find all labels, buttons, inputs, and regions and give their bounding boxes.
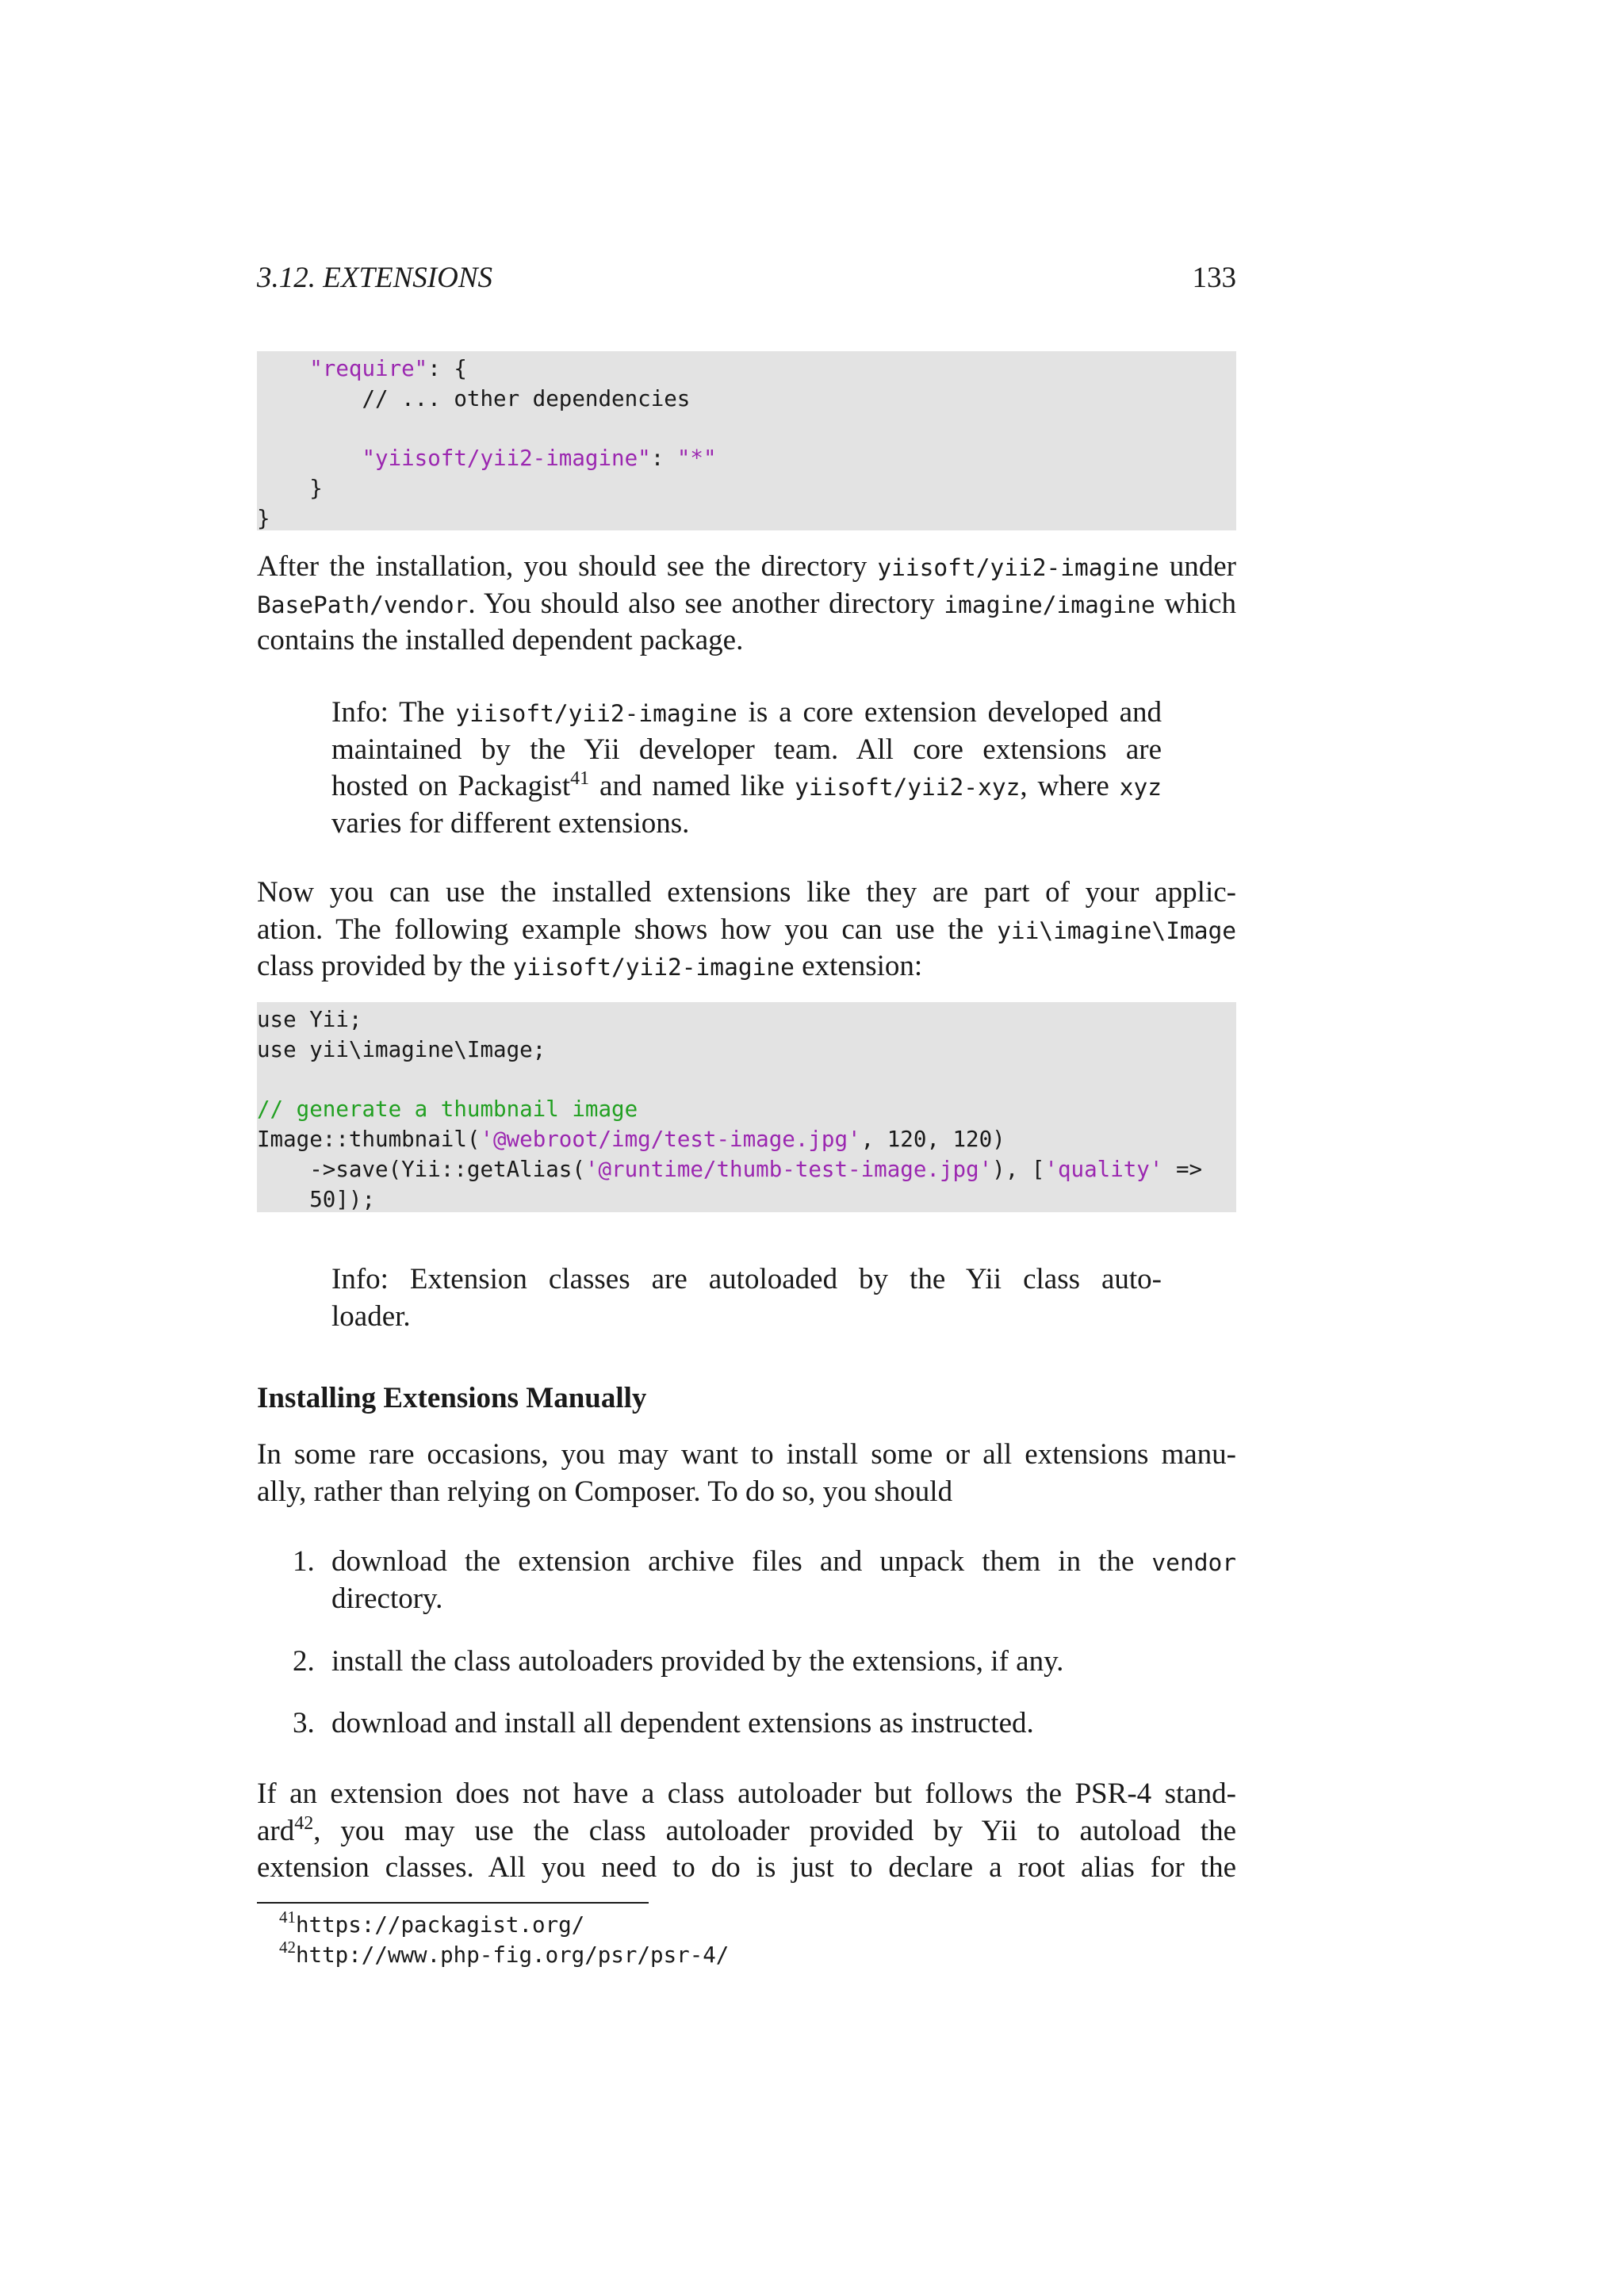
footnote-link[interactable]: http://www.php-fig.org/psr/psr-4/ [296, 1942, 730, 1968]
code-line [257, 415, 1236, 445]
code-line: "yiisoft/yii2-imagine": "*" [362, 446, 717, 472]
list-item: download the extension archive files and unpack them in the vendor directory. [331, 1545, 1236, 1615]
code-line: use Yii; [257, 1007, 362, 1032]
code-line [257, 1066, 1236, 1096]
list-item: install the class autoloaders provided by the extensions, if any. [331, 1645, 1064, 1678]
list-item-number: 3. [293, 1707, 315, 1739]
page-number: 133 [1192, 262, 1236, 294]
paragraph-psr4: If an extension does not have a class autoloader but follows the PSR-4 stand- ard$^{42}$, you may use the class autoloader provided by Yii to autoload the extension classes. All you need to do is just to declare a root alias for the [257, 1777, 1236, 1884]
code-line: use yii\imagine\Image; [257, 1036, 546, 1062]
list-item-number: 1. [293, 1545, 315, 1578]
code-block-thumbnail [257, 1002, 1236, 1212]
footnote-ref-42: 42 [294, 1812, 314, 1834]
code-comment: // generate a thumbnail image [257, 1096, 638, 1123]
list-item-number: 2. [293, 1645, 315, 1678]
footnote-ref-41: 41 [570, 768, 590, 789]
footnote-42: $^{42}$http://www.php-fig.org/psr/psr-4/ [279, 1938, 730, 1968]
code-block-composer [257, 351, 1236, 530]
section-heading: Installing Extensions Manually [257, 1382, 647, 1414]
footnote-link[interactable]: https://packagist.org/ [296, 1912, 585, 1938]
code-line: } [309, 476, 323, 502]
paragraph-usage: Now you can use the installed extensions like they are part of your applic- ation. The following example shows how you can use the yii\imagine\Image class provided by the yiisoft/yii2-imagine extension: [257, 876, 1236, 982]
code-line: 50]); [257, 1186, 376, 1212]
footnote-41: $^{41}$https://packagist.org/ [279, 1908, 585, 1938]
code-line: Image::thumbnail('@webroot/img/test-image.jpg', 120, 120) [257, 1127, 1005, 1153]
info-box-core-extension: Info: The yiisoft/yii2-imagine is a core extension developed and maintained by the Yii developer team. All core extensions are hosted on Packagist$^{41}$ and named like yiisoft/yii2-xyz, where xyz varies for different extensions. [331, 696, 1162, 840]
code-line: } [257, 505, 270, 531]
info-box-autoload: Info: Extension classes are autoloaded by the Yii class auto- loader. [331, 1263, 1162, 1333]
running-header [257, 259, 1236, 297]
paragraph-installation: After the installation, you should see the directory yiisoft/yii2-imagine under BasePath/vendor. You should also see another directory imagine/imagine which contains the installed dependent package. [257, 550, 1236, 656]
paragraph-manual-install: In some rare occasions, you may want to install some or all extensions manu- ally, rather than relying on Composer. To do so, you should [257, 1438, 1236, 1508]
code-line: "require": { [309, 356, 467, 381]
footnote-rule [257, 1902, 649, 1904]
code-line: // ... other dependencies [362, 385, 691, 411]
list-item: download and install all dependent extensions as instructed. [331, 1707, 1034, 1739]
section-title: 3.12. EXTENSIONS [257, 262, 493, 294]
code-line: ->save(Yii::getAlias('@runtime/thumb-test-image.jpg'), ['quality' => [257, 1156, 1203, 1182]
